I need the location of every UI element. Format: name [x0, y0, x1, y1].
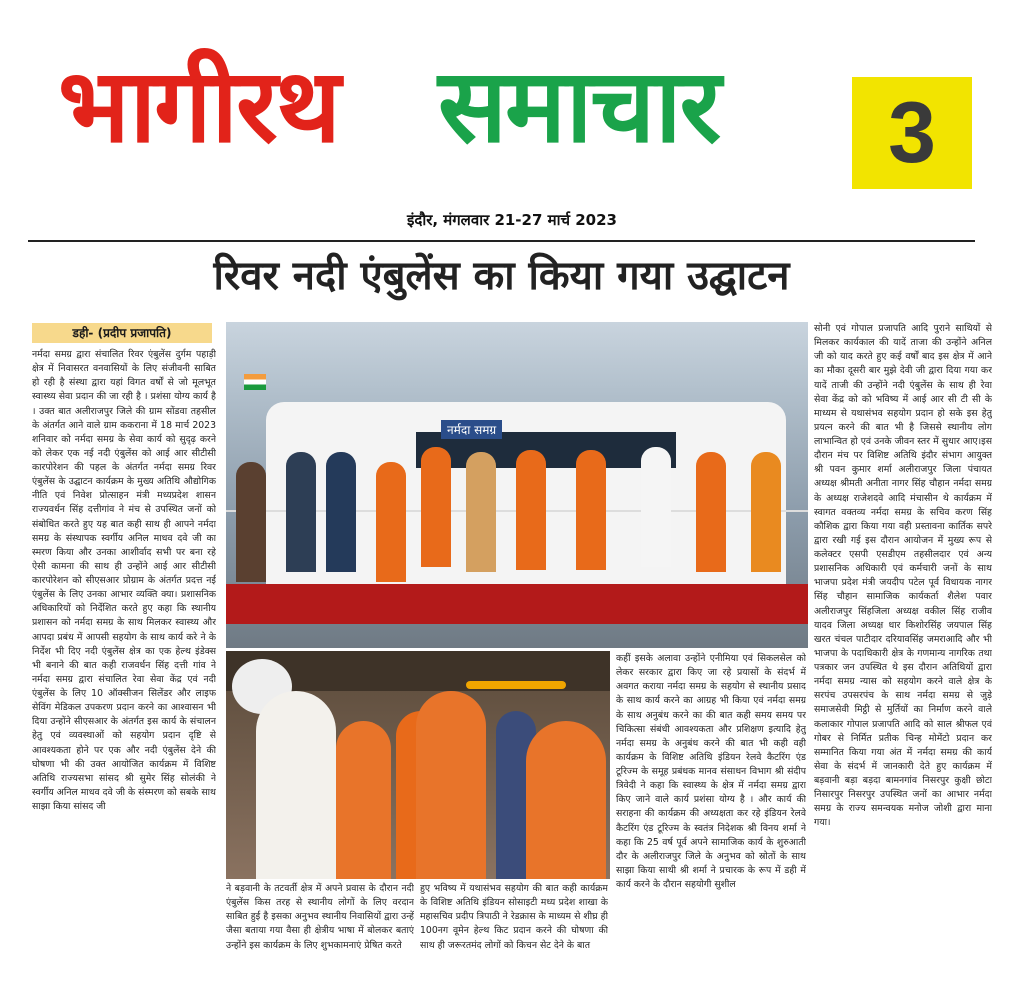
boat-label: नर्मदा समग्र: [441, 420, 502, 439]
person-figure: [326, 452, 356, 572]
event-interior-photo: [226, 651, 610, 879]
person-figure: [421, 447, 451, 567]
column-4-text: कहीं इसके अलावा उन्होंने एनीमिया एवं सिकलसेल को लेकर सरकार द्वारा किए जा रहे प्रयासों के संदर्भ में अवगत कराया नर्मदा समग्र के सहयोग से स्थानीय प्रसाद के साथ कार्य करने का आग्रह भी किया एवं नर्मदा समग्र के साथ अनुबंध करने का की बात कही समय समय पर चिकित्सा संबंधी आवश्यकता और प्रशिक्षण इत्यादि हेतु नर्मदा समग्र के अनुबंध करने की बात भी कही वही कार्यक्रम के विशिष्ट अतिथि इंडियन रेलवे कैटरिंग एंड टूरिज्म के समूह प्रबंधक मानव संसाधन विभाग श्री संदीप त्रिवेदी ने कहा कि स्वास्थ्य के क्षेत्र में नर्मदा समग्र द्वारा किए जाने वाले कार्य प्रशंसा योग्य है । और कार्य की सराहना की कार्यक्रम की अध्यक्षता कर रहे इंडियन रेलवे कैटरिंग एंड टूरिज्म के स्वतंत्र निदेशक श्री विनय शर्मा ने कहा कि 25 वर्ष पूर्व अपने सामाजिक कार्य के शुरुआती दौर के अलीराजपुर जिले के अनुभव को स्रोतों के साथ साझा किया साथी श्री शर्मा ने प्रचारक के रूप में डही में कार्य करने के दौरान सहयोगी सुशील: [616, 653, 806, 890]
column-3-text: हुए भविष्य में यथासंभव सहयोग की बात कही कार्यक्रम के विशिष्ट अतिथि इंडियन सोसाइटी मध्य प्रदेश शाखा के महासचिव प्रदीप त्रिपाठी ने रेडक्रास के माध्यम से शीघ्र ही 100नग वूमेन हेल्थ किट प्रदान करने की घोषणा की साथ ही जरूरतमंद लोगों को किचन सेट देने के बात: [420, 883, 608, 951]
person-figure: [236, 462, 266, 582]
person-figure: [516, 450, 546, 570]
person-figure: [416, 691, 486, 879]
article-column-1: [32, 348, 216, 988]
person-figure: [336, 721, 391, 879]
flag-icon: [244, 374, 266, 390]
masthead: [0, 0, 1024, 240]
ambulance-boat-photo: [226, 322, 808, 648]
article-column-2: [226, 882, 414, 987]
garland: [466, 681, 566, 689]
newspaper-title-red: भागीरथ: [58, 46, 339, 166]
person-figure: [466, 452, 496, 572]
person-figure: [286, 452, 316, 572]
article-column-4: [616, 652, 806, 988]
page-number-box: 3: [852, 77, 972, 189]
person-figure: [641, 447, 671, 567]
article-column-3: [420, 882, 608, 987]
header-rule: [28, 240, 975, 242]
byline: डही- (प्रदीप प्रजापति): [32, 323, 212, 343]
person-figure: [576, 450, 606, 570]
person-figure: [751, 452, 781, 572]
person-figure: [256, 691, 336, 879]
column-5-text: सोनी एवं गोपाल प्रजापति आदि पुराने साथियों से मिलकर कार्यकाल की यादें ताजा की उन्होंने अनिल जी को याद करते हुए कई वर्षों बाद इस क्षेत्र में आने का मौका दूसरी बार मुझे देवी जी द्वारा दिया गया कर यादें ताजी की उन्होंने नदी एंबुलेंस के साथ ही रेवा सेवा केंद्र को को भविष्य में आई आर सी टी सी के माध्यम से यथासंभव सहयोग प्रदान हो सके इस हेतु प्रयत्न करने की बात भी है जिससे स्थानीय लोग लाभान्वित हो एवं उनके जीवन स्तर में सुधार आए।इस दौरान मंच पर विशिष्ट अतिथि इंदौर संभाग आयुक्त श्री पवन कुमार शर्मा अलीराजपुर जिला पंचायत अध्यक्ष श्रीमती अनीता नागर सिंह चौहान नर्मदा समग्र के अध्यक्ष राजेशदवे आदि मंचासीन थे कार्यक्रम में स्वागत वक्तव्य नर्मदा समग्र के सचिव करण सिंह कौशिक द्वारा किया गया वही प्रस्तावना कार्तिक सपरे द्वारा रखी गई इस दौरान आयोजन में मुख्य रूप से कलेक्टर एसपी एसडीएम तहसीलदार एवं अन्य प्रशासनिक अधिकारी एवं कर्मचारी जनों के साथ भाजपा प्रदेश मंत्री जयदीप पटेल पूर्व विधायक नागर सिंह चौहान सामाजिक कार्यकर्ता शैलेश पवार अलीराजपुर सिंहजिला अध्यक्ष वकील सिंह राजीव यादव जिला अध्यक्ष धार किशोरसिंह जयपाल सिंह खरत चंचल पाटीदार दरियावसिंह जमराआदि और भी भाजपा के पदाधिकारी क्षेत्र के गणमान्य नागरिक तथा पत्रकार जन उपस्थित थे इस दौरान अतिथियों द्वारा नर्मदा समग्र न्यास को सहयोग करने वाले क्षेत्र के सरपंच उपसरपंच के साथ नर्मदा समग्र से जुड़े समाजसेवी मिट्ठी से मुर्तियों का निर्माण करने वाले कलाकार गोपाल प्रजापति आदि को साल श्रीफल एवं गोबर से निर्मित प्रतीक चिन्ह मोमेंटो प्रदान कर सम्मानित किया गया अंत में नर्मदा समग्र की कार्य सेवा के संदर्भ में जानकारी देते हुए कार्यक्रम में बड़वानी बड़ा बड़दा बामनगांव निसरपुर कुक्षी छोटा निसारपुर निसरपुर उपस्थित जनों का आभार नर्मदा समग्र के राज्य समन्वयक मनोज जोशी द्वारा माना गया।: [814, 323, 992, 829]
column-1-text: नर्मदा समग्र द्वारा संचालित रिवर एंबुलेंस दुर्गम पहाड़ी क्षेत्र में निवासरत वनवासियों के लिए संजीवनी साबित हो रही है संस्था द्वारा यहां विगत वर्षों से जो मूलभूत स्वास्थ्य सेवा प्रदान की जा रही है । प्रशंसा योग्य कार्य है । उक्त बात अलीराजपुर जिले की ग्राम सोंडवा तहसील के अंतर्गत आने वाले ग्राम ककराना में 18 मार्च 2023 शनिवार को नर्मदा समग्र के सेवा कार्य को सुदृढ़ करने को लेकर एक नई नदी एंबुलेंस को आई आर सीटीसी कारपोरेशन की पहल के अंतर्गत नर्मदा समग्र रिवर एंबुलेंस के उद्घाटन कार्यक्रम के मुख्य अतिथि औद्योगिक नीति एवं निवेश प्रोत्साहन मंत्री मध्यप्रदेश शासन राज्यवर्धन सिंह दत्तीगांव ने मंच से उपस्थित जनों को संबोधित करते हुए यह बात कही साथ ही आपने नर्मदा समग्र के संस्थापक स्वर्गीय अनिल माधव दवे जी का स्मरण किया और उनका आशीर्वाद सभी पर बना रहे ऐसी कामना की साथ ही उन्होंने आई आर सीटीसी कारपोरेशन को सीएसआर प्रोग्राम के अंतर्गत प्रदत्त नई एंबुलेंस के लिए उनका आभार व्यक्ति क्या। प्रशासनिक अधिकारियों को निर्देशित करते हुए कहा कि स्थानीय प्रशासन को नर्मदा समग्र के साथ मिलकर स्वास्थ्य और आपदा प्रबंध में आपसी सहयोग के साथ कार्य करे ने के निर्देश भी दिए नदी एंबुलेंस क्षेत्र का एक हेल्थ इंडेक्स भी बनाने की बात कही राजवर्धन सिंह दत्ती गांव ने नर्मदा समग्र द्वारा संचालित रेवा सेवा केंद्र एवं नदी एंबुलेंस के लिए 10 ऑक्सीजन सिलेंडर और लाइफ सेविंग मेडिकल उपकरण प्रदान करने का आश्वासन भी दिया उन्होंने सीएसआर के अंतर्गत इस कार्य के संचालन हेतु एवं व्यवस्थाओं को सहयोग प्रदान दृष्टि से आवश्यकता होने पर एक और नदी एंबुलेंस देने की घोषणा भी की उक्त आयोजित कार्यक्रम में विशिष्ट अतिथि राज्यसभा सांसद श्री सुमेर सिंह सोलंकी ने स्वर्गीय अनिल माधव दवे जी के संस्मरण को सबके साथ साझा किया सांसद जी: [32, 349, 216, 812]
newspaper-title-green: समाचार: [438, 46, 720, 166]
article-headline: रिवर नदी एंबुलेंस का किया गया उद्घाटन: [213, 253, 790, 299]
article-column-5: [814, 322, 992, 988]
person-figure: [526, 721, 606, 879]
dateline: इंदौर, मंगलवार 21-27 मार्च 2023: [407, 211, 617, 229]
column-2-text: ने बड़वानी के तटवर्ती क्षेत्र में अपने प्रवास के दौरान नदी एंबुलेंस किस तरह से स्थानीय लोगों के लिए वरदान साबित हुई है इसका अनुभव स्थानीय निवासियों द्वारा उन्हें जैसा बताया गया वैसा ही क्षेत्रीय भाषा में बोलकर बताएं उन्होंने इस कार्यक्रम के लिए शुभकामनाएं प्रेषित करते: [226, 883, 414, 951]
boat-hull: [226, 584, 808, 624]
person-figure: [376, 462, 406, 582]
person-figure: [696, 452, 726, 572]
